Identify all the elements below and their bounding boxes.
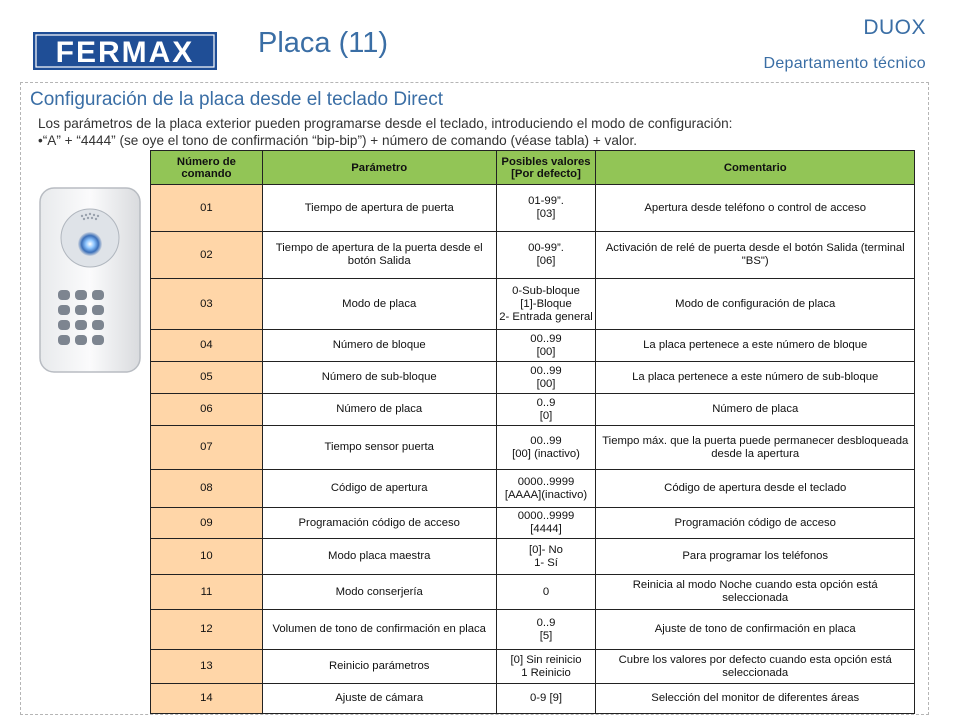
cell-command-number: 14 [151, 684, 263, 714]
logo-text: FERMAX [55, 36, 195, 69]
cell-comment: Reinicia al modo Noche cuando esta opción está seleccionada [596, 575, 915, 610]
cell-comment: Apertura desde teléfono o control de acceso [596, 185, 915, 232]
cell-possible-values: 0-9 [9] [496, 684, 596, 714]
section-subtitle: Configuración de la placa desde el teclado Direct [30, 89, 443, 110]
cell-parameter: Número de sub-bloque [262, 362, 496, 394]
cell-command-number: 07 [151, 426, 263, 470]
table-row [151, 684, 915, 714]
cell-parameter: Número de placa [262, 394, 496, 426]
cell-comment: Para programar los teléfonos [596, 539, 915, 575]
cell-possible-values: 0 [496, 575, 596, 610]
cell-parameter: Tiempo sensor puerta [262, 426, 496, 470]
cell-command-number: 02 [151, 232, 263, 279]
table-row [151, 279, 915, 330]
page-title: Placa (11) [258, 27, 389, 59]
cell-command-number: 13 [151, 650, 263, 684]
cell-possible-values: 0..9 [0] [496, 394, 596, 426]
cell-parameter: Reinicio parámetros [262, 650, 496, 684]
table-row [151, 362, 915, 394]
cell-parameter: Ajuste de cámara [262, 684, 496, 714]
cell-parameter: Número de bloque [262, 330, 496, 362]
table-header-row [151, 151, 915, 185]
cell-possible-values: 0000..9999 [4444] [496, 508, 596, 539]
cell-parameter: Modo de placa [262, 279, 496, 330]
cell-possible-values: [0]- No 1- Sí [496, 539, 596, 575]
cell-possible-values: 00..99 [00] [496, 362, 596, 394]
cell-comment: Activación de relé de puerta desde el botón Salida (terminal "BS") [596, 232, 915, 279]
cell-command-number: 10 [151, 539, 263, 575]
table-row [151, 232, 915, 279]
cell-parameter: Volumen de tono de confirmación en placa [262, 610, 496, 650]
cell-command-number: 03 [151, 279, 263, 330]
parameters-table [150, 150, 915, 714]
cell-comment: La placa pertenece a este número de bloque [596, 330, 915, 362]
cell-possible-values: 0-Sub-bloque [1]-Bloque 2- Entrada general [496, 279, 596, 330]
intro-text [38, 115, 918, 149]
cell-comment: La placa pertenece a este número de sub-bloque [596, 362, 915, 394]
cell-possible-values: 01-99”. [03] [496, 185, 596, 232]
header-parameter: Parámetro [262, 151, 496, 185]
cell-comment: Modo de configuración de placa [596, 279, 915, 330]
cell-comment: Tiempo máx. que la puerta puede permanecer desbloqueada desde la apertura [596, 426, 915, 470]
department-label: Departamento técnico [763, 55, 926, 72]
cell-possible-values: [0] Sin reinicio 1 Reinicio [496, 650, 596, 684]
table-row [151, 575, 915, 610]
cell-command-number: 01 [151, 185, 263, 232]
cell-parameter: Código de apertura [262, 470, 496, 508]
table-row [151, 185, 915, 232]
cell-comment: Selección del monitor de diferentes áreas [596, 684, 915, 714]
cell-command-number: 08 [151, 470, 263, 508]
cell-command-number: 04 [151, 330, 263, 362]
cell-comment: Código de apertura desde el teclado [596, 470, 915, 508]
cell-command-number: 12 [151, 610, 263, 650]
cell-possible-values: 0000..9999 [AAAA](inactivo) [496, 470, 596, 508]
table-row [151, 470, 915, 508]
cell-command-number: 09 [151, 508, 263, 539]
table-row [151, 394, 915, 426]
header-possible-values: Posibles valores [Por defecto] [496, 151, 596, 185]
cell-comment: Número de placa [596, 394, 915, 426]
table-body [151, 185, 915, 714]
cell-possible-values: 00-99”. [06] [496, 232, 596, 279]
table-row [151, 426, 915, 470]
intercom-panel-image [30, 186, 150, 374]
cell-comment: Programación código de acceso [596, 508, 915, 539]
cell-possible-values: 0..9 [5] [496, 610, 596, 650]
cell-comment: Ajuste de tono de confirmación en placa [596, 610, 915, 650]
cell-parameter: Modo conserjería [262, 575, 496, 610]
table-row [151, 508, 915, 539]
cell-command-number: 11 [151, 575, 263, 610]
intro-line-2: •“A” + “4444” (se oye el tono de confirmación “bip-bip”) + número de comando (véase tabla) + valor. [38, 133, 638, 148]
table-row [151, 539, 915, 575]
cell-command-number: 05 [151, 362, 263, 394]
table-row [151, 610, 915, 650]
cell-parameter: Tiempo de apertura de la puerta desde el botón Salida [262, 232, 496, 279]
intro-line-1: Los parámetros de la placa exterior pueden programarse desde el teclado, introduciendo el modo de configuración: [38, 116, 733, 131]
cell-possible-values: 00..99 [00] (inactivo) [496, 426, 596, 470]
header-comment: Comentario [596, 151, 915, 185]
header-command-number: Número de comando [151, 151, 263, 185]
cell-parameter: Modo placa maestra [262, 539, 496, 575]
cell-parameter: Programación código de acceso [262, 508, 496, 539]
cell-comment: Cubre los valores por defecto cuando esta opción está seleccionada [596, 650, 915, 684]
cell-parameter: Tiempo de apertura de puerta [262, 185, 496, 232]
table-row [151, 330, 915, 362]
table-row [151, 650, 915, 684]
cell-possible-values: 00..99 [00] [496, 330, 596, 362]
cell-command-number: 06 [151, 394, 263, 426]
brand-label: DUOX [863, 16, 926, 39]
fermax-logo [33, 32, 217, 70]
